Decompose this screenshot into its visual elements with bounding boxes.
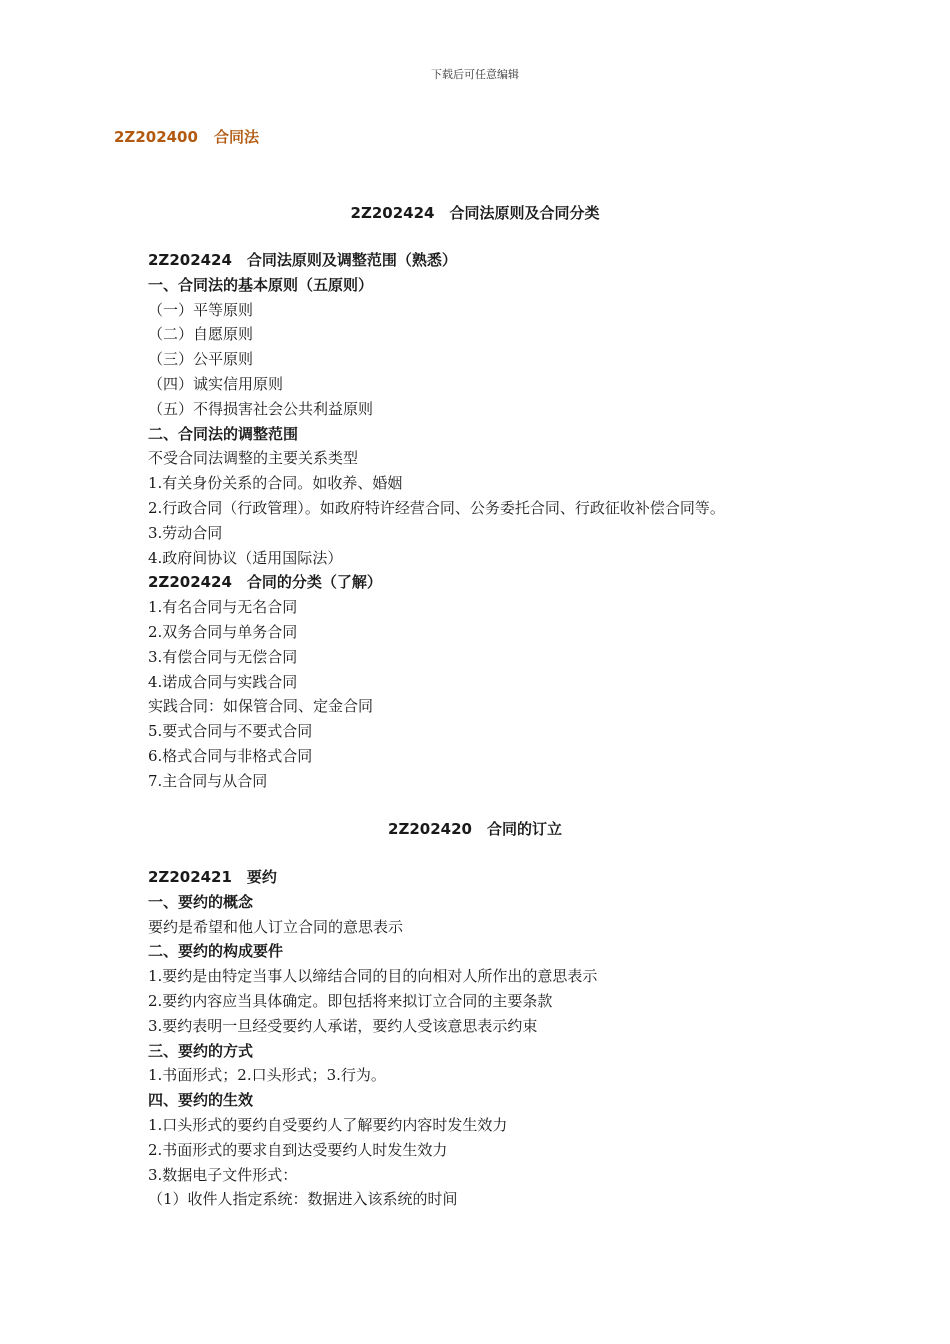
- text-line: 1.有关身份关系的合同。如收养、婚姻: [148, 474, 403, 493]
- text-line: （三）公平原则: [148, 350, 254, 369]
- heading-line: 四、要约的生效: [148, 1091, 254, 1110]
- text-line: 实践合同：如保管合同、定金合同: [148, 697, 374, 716]
- text-line: 2.行政合同（行政管理）。如政府特许经营合同、公务委托合同、行政征收补偿合同等。: [148, 498, 725, 517]
- heading-line: 三、要约的方式: [148, 1041, 254, 1060]
- text-line: （四）诚实信用原则: [148, 374, 284, 393]
- text-line: 1.有名合同与无名合同: [148, 598, 298, 617]
- text-line: 5.要式合同与不要式合同: [148, 722, 313, 741]
- text-line: （五）不得损害社会公共利益原则: [148, 399, 374, 418]
- heading-line: 二、要约的构成要件: [148, 942, 284, 961]
- chapter-code: 2Z202400: [114, 128, 198, 146]
- heading-line: 2Z202421 要约: [148, 868, 277, 886]
- text-line: （一）平等原则: [148, 300, 254, 319]
- text-line: （1）收件人指定系统：数据进入该系统的时间: [148, 1190, 458, 1209]
- text-line: 4.政府间协议（适用国际法）: [148, 548, 343, 567]
- text-line: 3.有偿合同与无偿合同: [148, 647, 298, 666]
- text-line: 3.劳动合同: [148, 523, 223, 542]
- text-line: （二）自愿原则: [148, 325, 254, 344]
- section-title-principles: 2Z202424 合同法原则及合同分类: [350, 204, 600, 222]
- section-title-formation: 2Z202420 合同的订立: [388, 820, 562, 838]
- content-block-offer: [148, 865, 908, 1212]
- text-line: 4.诺成合同与实践合同: [148, 672, 298, 691]
- text-line: 不受合同法调整的主要关系类型: [148, 449, 359, 468]
- heading-line: 一、要约的概念: [148, 892, 254, 911]
- text-line: 要约是希望和他人订立合同的意思表示: [148, 917, 404, 936]
- content-block-principles: [148, 248, 908, 794]
- heading-line: 2Z202424 合同法原则及调整范围（熟悉）: [148, 251, 457, 269]
- heading-line: 2Z202424 合同的分类（了解）: [148, 573, 382, 592]
- text-line: 1.要约是由特定当事人以缔结合同的目的向相对人所作出的意思表示: [148, 967, 598, 986]
- text-line: 2.书面形式的要求自到达受要约人时发生效力: [148, 1140, 448, 1159]
- text-line: 1.书面形式；2.口头形式；3.行为。: [148, 1066, 386, 1085]
- text-line: 7.主合同与从合同: [148, 771, 268, 790]
- heading-line: 一、合同法的基本原则（五原则）: [148, 275, 374, 294]
- text-line: 1.口头形式的要约自受要约人了解要约内容时发生效力: [148, 1115, 508, 1134]
- page-header-note: 下载后可任意编辑: [431, 68, 519, 81]
- text-line: 6.格式合同与非格式合同: [148, 746, 313, 765]
- text-line: 2.双务合同与单务合同: [148, 622, 298, 641]
- chapter-title: 合同法: [213, 128, 259, 146]
- heading-line: 二、合同法的调整范围: [148, 424, 299, 443]
- text-line: 3.数据电子文件形式：: [148, 1165, 298, 1184]
- text-line: 3.要约表明一旦经受要约人承诺，要约人受该意思表示约束: [148, 1016, 538, 1035]
- chapter-heading: [114, 126, 275, 147]
- text-line: 2.要约内容应当具体确定。即包括将来拟订立合同的主要条款: [148, 991, 553, 1010]
